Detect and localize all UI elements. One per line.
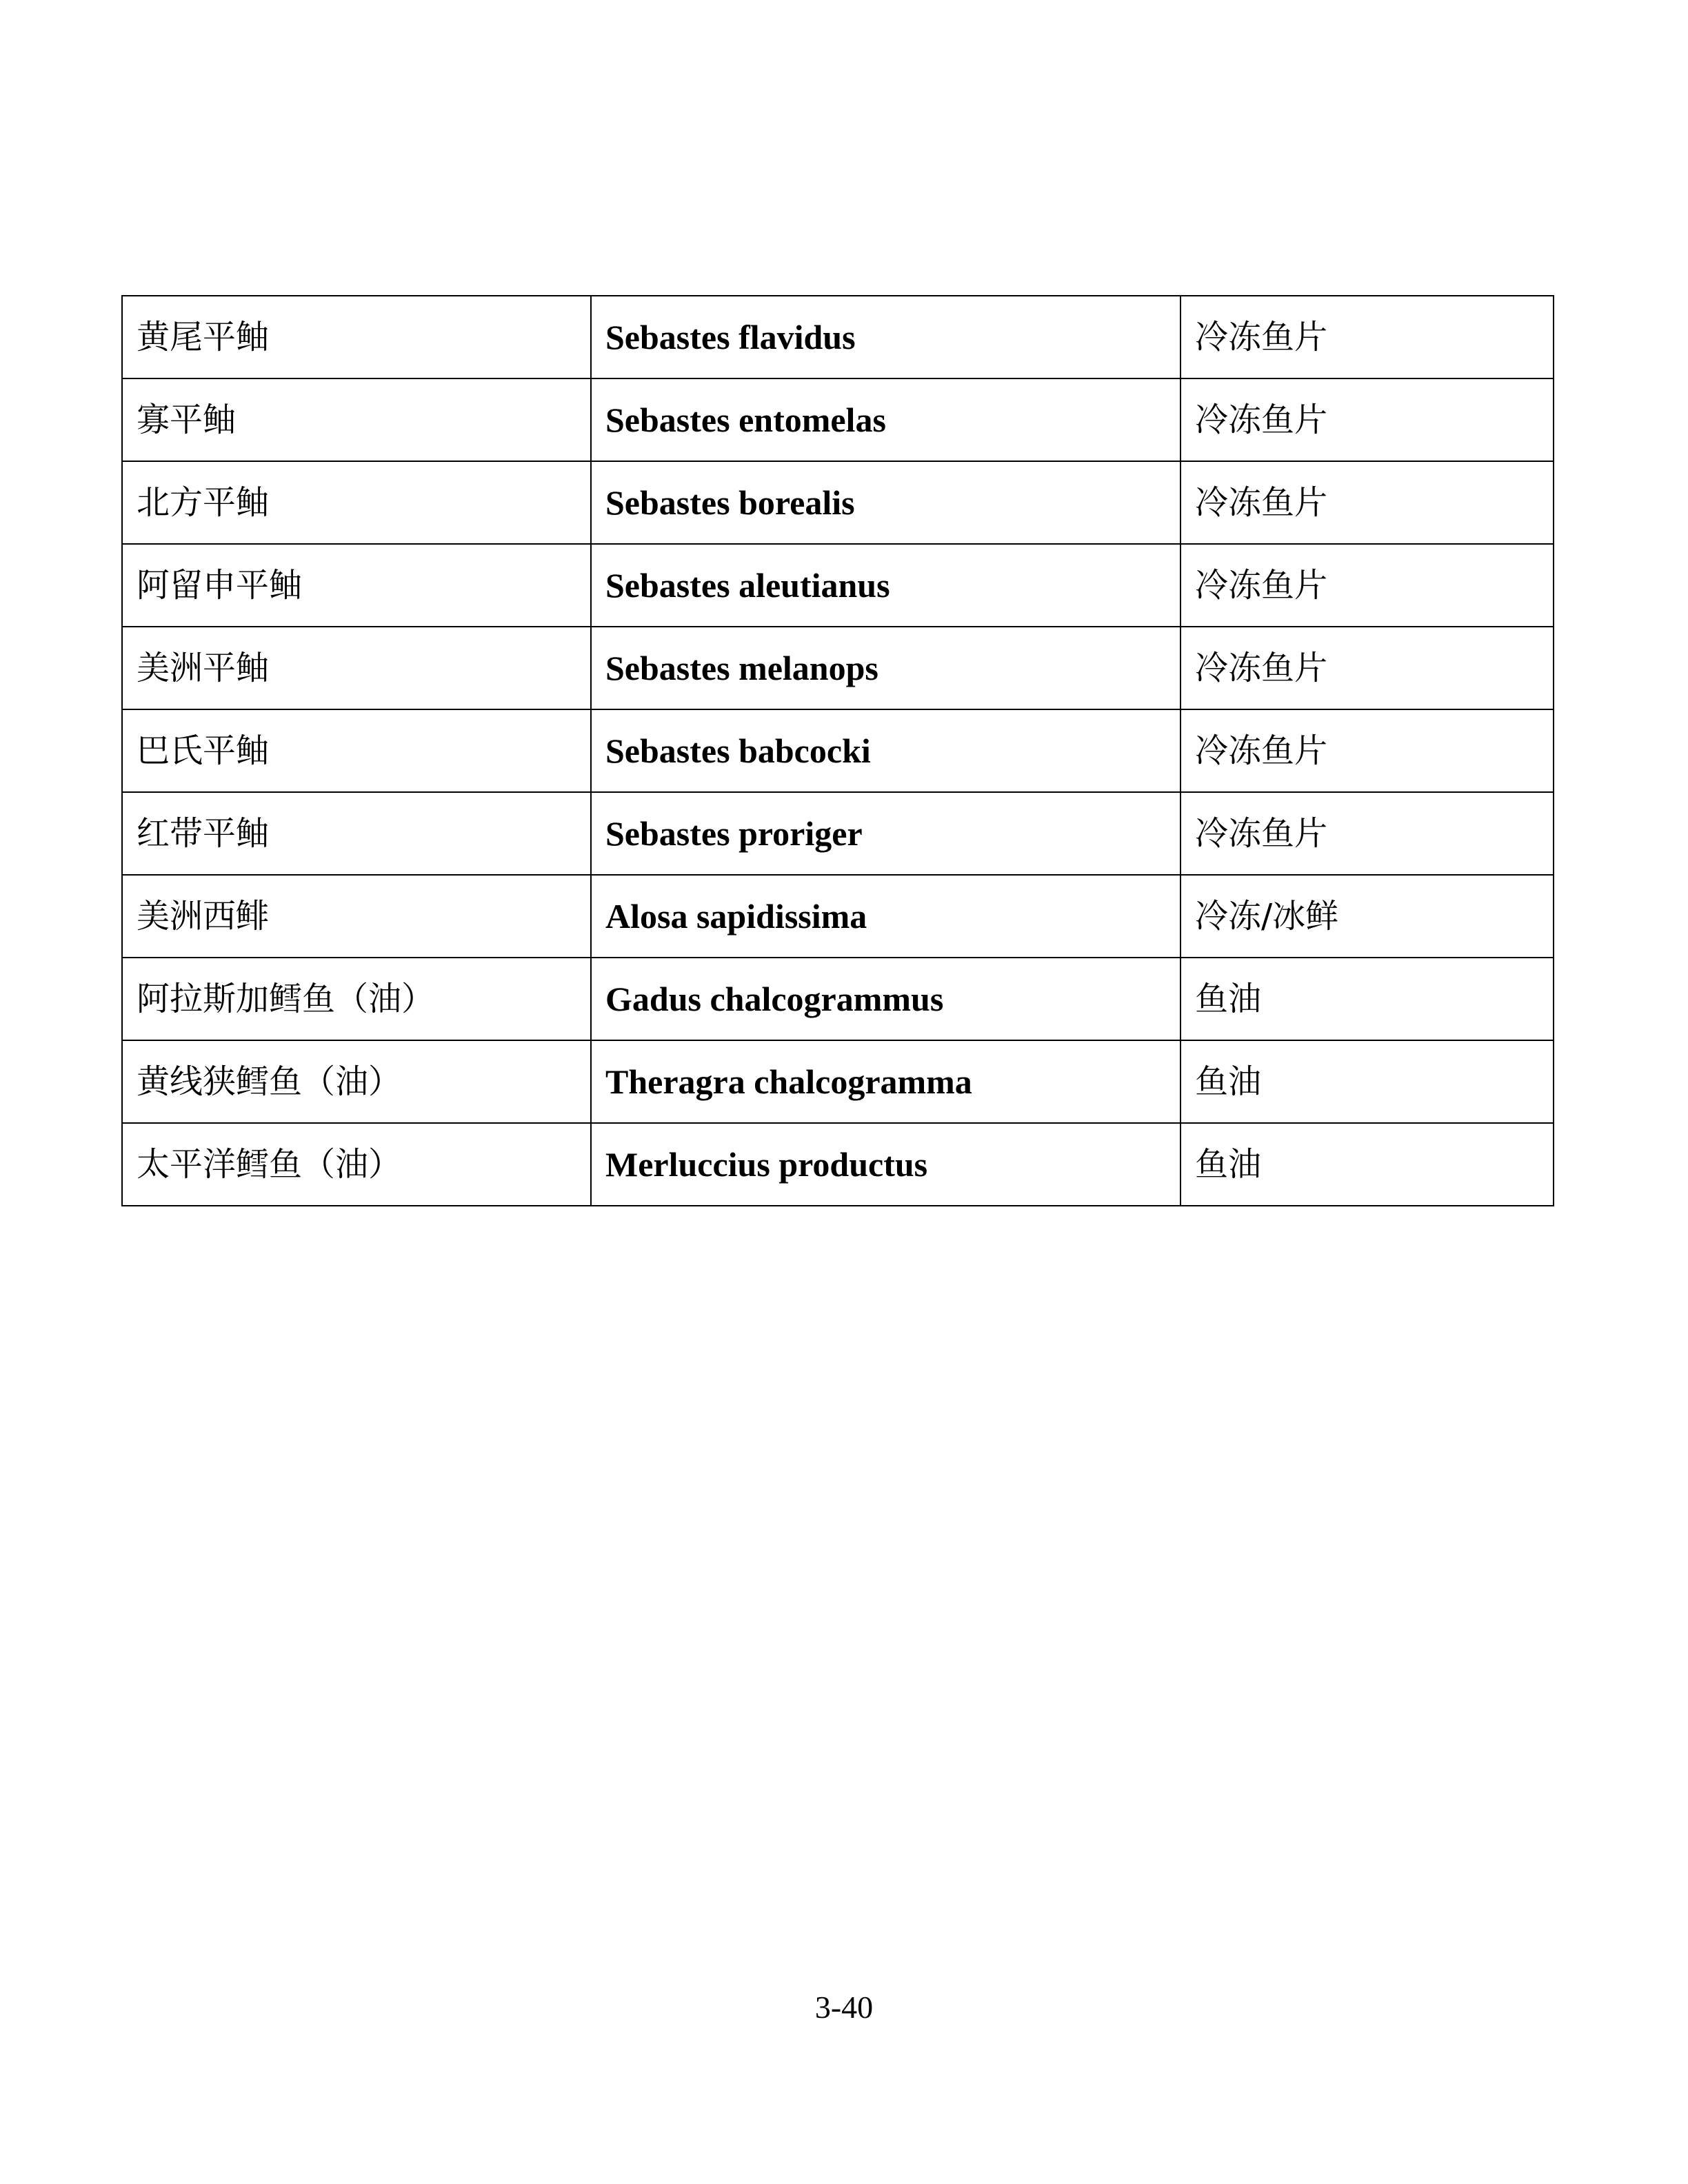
scientific-name-cell: Sebastes proriger: [591, 792, 1180, 875]
product-form-cell: 冷冻鱼片: [1180, 709, 1554, 792]
table-row: [122, 792, 1554, 875]
product-form-cell: 冷冻鱼片: [1180, 461, 1554, 544]
scientific-name-cell: Theragra chalcogramma: [591, 1040, 1180, 1123]
table-row: [122, 709, 1554, 792]
chinese-name-cell: 黄尾平鲉: [122, 296, 591, 378]
product-form-cell: 冷冻鱼片: [1180, 378, 1554, 461]
scientific-name-cell: Sebastes flavidus: [591, 296, 1180, 378]
product-form-cell: 冷冻鱼片: [1180, 544, 1554, 627]
table-row: [122, 1040, 1554, 1123]
chinese-name-cell: 黄线狭鳕鱼（油）: [122, 1040, 591, 1123]
table-row: [122, 875, 1554, 958]
scientific-name-cell: Sebastes aleutianus: [591, 544, 1180, 627]
scientific-name-cell: Sebastes melanops: [591, 627, 1180, 709]
chinese-name-cell: 寡平鲉: [122, 378, 591, 461]
chinese-name-cell: 巴氏平鲉: [122, 709, 591, 792]
table-row: [122, 627, 1554, 709]
scientific-name-cell: Sebastes borealis: [591, 461, 1180, 544]
table-row: [122, 378, 1554, 461]
scientific-name-cell: Sebastes babcocki: [591, 709, 1180, 792]
product-form-cell: 冷冻鱼片: [1180, 296, 1554, 378]
product-form-cell: 鱼油: [1180, 958, 1554, 1040]
table-row: [122, 296, 1554, 378]
product-form-cell: 鱼油: [1180, 1040, 1554, 1123]
product-form-cell: 冷冻鱼片: [1180, 627, 1554, 709]
chinese-name-cell: 阿拉斯加鳕鱼（油）: [122, 958, 591, 1040]
table-row: [122, 1123, 1554, 1206]
species-table: [121, 295, 1554, 1206]
scientific-name-cell: Gadus chalcogrammus: [591, 958, 1180, 1040]
table-row: [122, 544, 1554, 627]
scientific-name-cell: Alosa sapidissima: [591, 875, 1180, 958]
species-table-body: [122, 296, 1554, 1206]
chinese-name-cell: 美洲平鲉: [122, 627, 591, 709]
table-row: [122, 958, 1554, 1040]
chinese-name-cell: 阿留申平鲉: [122, 544, 591, 627]
scientific-name-cell: Sebastes entomelas: [591, 378, 1180, 461]
chinese-name-cell: 北方平鲉: [122, 461, 591, 544]
table-row: [122, 461, 1554, 544]
chinese-name-cell: 太平洋鳕鱼（油）: [122, 1123, 591, 1206]
page-number: 3-40: [814, 1990, 874, 2025]
product-form-cell: 冷冻鱼片: [1180, 792, 1554, 875]
chinese-name-cell: 美洲西鲱: [122, 875, 591, 958]
product-form-cell: 鱼油: [1180, 1123, 1554, 1206]
scientific-name-cell: Merluccius productus: [591, 1123, 1180, 1206]
product-form-cell: 冷冻/冰鲜: [1180, 875, 1554, 958]
chinese-name-cell: 红带平鲉: [122, 792, 591, 875]
